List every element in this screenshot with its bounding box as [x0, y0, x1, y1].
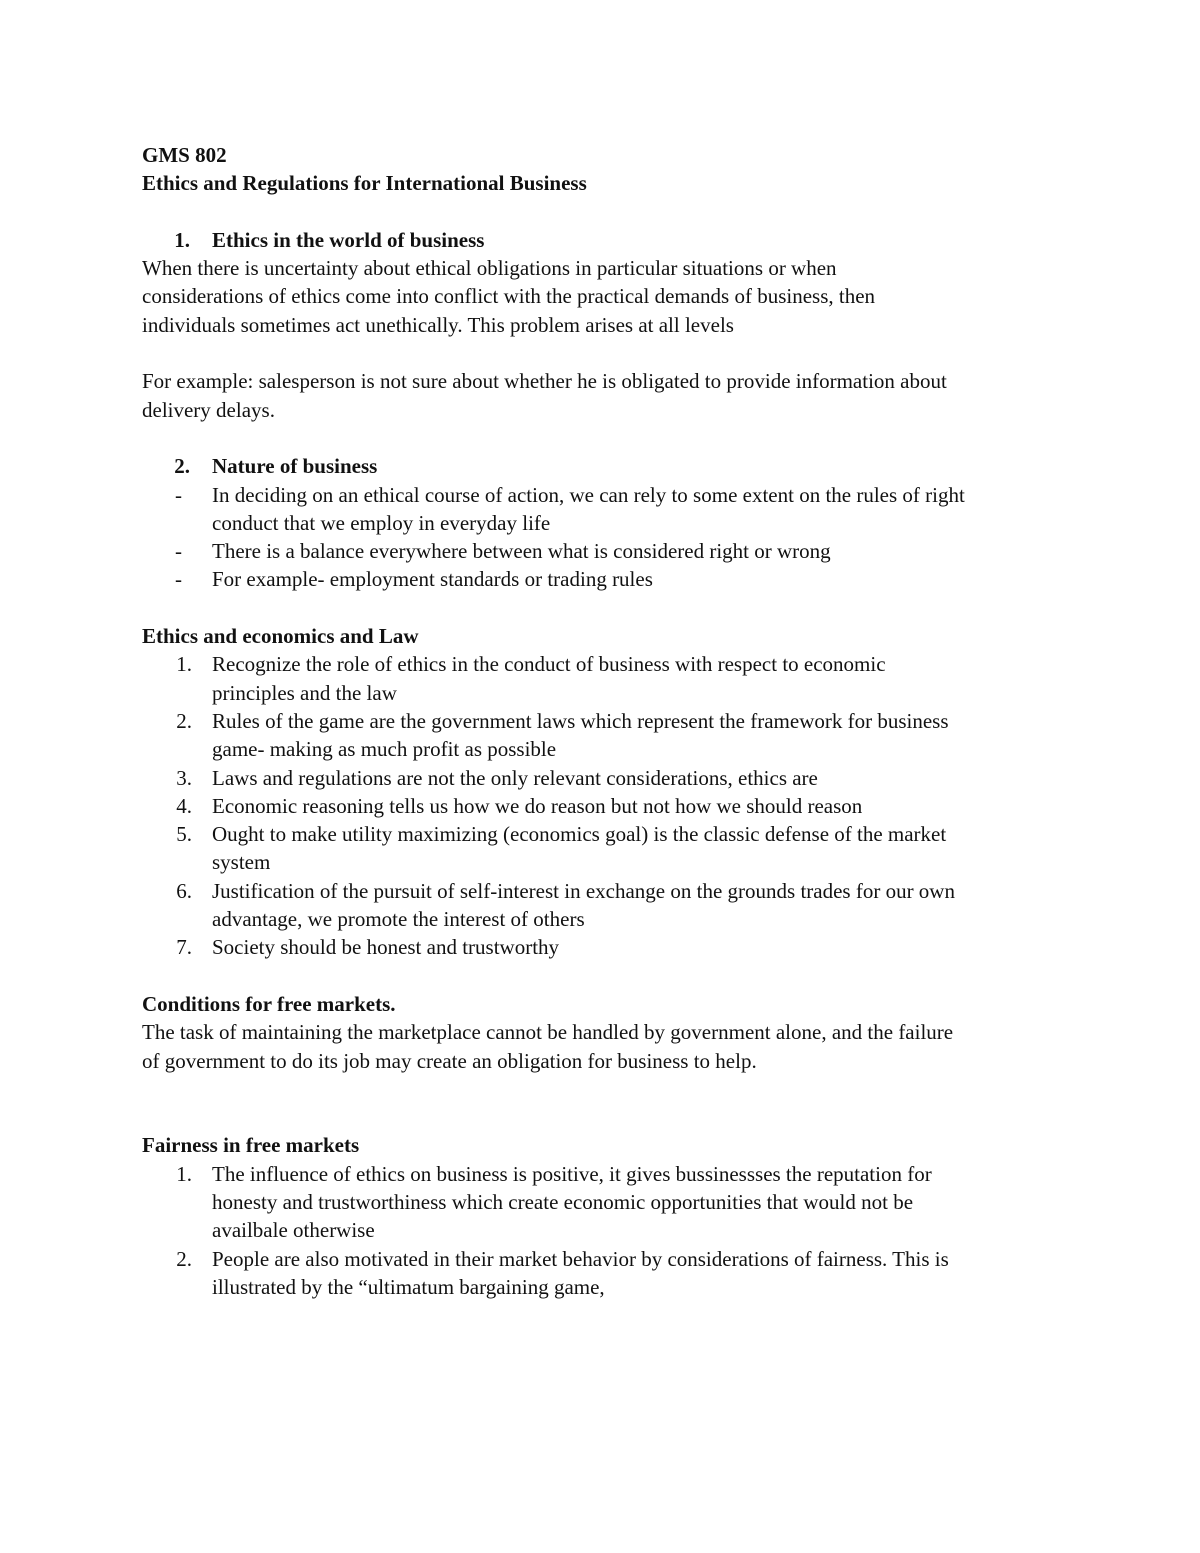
bullet-item [142, 481, 1062, 538]
numbered-item [142, 707, 1062, 764]
paragraph-line: The task of maintaining the marketplace cannot be handled by government alone, and the failure [142, 1020, 954, 1045]
section-heading: Ethics in the world of business [212, 227, 485, 252]
bullet-marker: - [175, 482, 182, 507]
paragraph-line: of government to do its job may create an obligation for business to help. [142, 1048, 757, 1073]
fairness-heading: Fairness in free markets [142, 1133, 360, 1158]
item-line: illustrated by the “ultimatum bargaining game, [212, 1274, 605, 1299]
item-line: Justification of the pursuit of self-interest in exchange on the grounds trades for our own [212, 878, 955, 903]
spacer [142, 962, 1062, 990]
section-1-heading [142, 226, 1062, 254]
section-heading: Nature of business [212, 454, 378, 479]
paragraph-line: considerations of ethics come into conflict with the practical demands of business, then [142, 284, 876, 309]
item-number: 6. [176, 878, 192, 903]
spacer [142, 424, 1062, 452]
numbered-item [142, 1245, 1062, 1302]
ethics-economics-law-heading: Ethics and economics and Law [142, 624, 419, 649]
numbered-item [142, 792, 1062, 820]
bullet-line: For example- employment standards or trading rules [212, 567, 653, 592]
numbered-item [142, 1160, 1062, 1245]
course-code: GMS 802 [142, 143, 227, 167]
section-number: 1. [174, 227, 190, 252]
numbered-item [142, 650, 1062, 707]
item-line: Economic reasoning tells us how we do reason but not how we should reason [212, 793, 863, 818]
item-line: Rules of the game are the government laws which represent the framework for business [212, 708, 949, 733]
item-line: Laws and regulations are not the only relevant considerations, ethics are [212, 765, 818, 790]
section-number: 2. [174, 454, 190, 479]
item-line: system [212, 850, 271, 875]
item-line: advantage, we promote the interest of others [212, 907, 585, 932]
item-line: The influence of ethics on business is positive, it gives bussinessses the reputation for [212, 1161, 932, 1186]
item-number: 4. [176, 793, 192, 818]
paragraph-line: individuals sometimes act unethically. This problem arises at all levels [142, 312, 734, 337]
bullet-marker: - [175, 567, 182, 592]
bullet-line: There is a balance everywhere between what is considered right or wrong [212, 539, 831, 564]
section-1-paragraph [142, 254, 1062, 339]
item-line: Recognize the role of ethics in the conduct of business with respect to economic [212, 652, 886, 677]
numbered-item [142, 933, 1062, 961]
spacer [142, 1075, 1062, 1132]
item-line: Ought to make utility maximizing (economics goal) is the classic defense of the market [212, 822, 947, 847]
free-markets-heading: Conditions for free markets. [142, 991, 396, 1016]
free-markets-paragraph [142, 1018, 1062, 1075]
bullet-line: In deciding on an ethical course of action, we can rely to some extent on the rules of right [212, 482, 965, 507]
item-line: Society should be honest and trustworthy [212, 935, 560, 960]
document-page [142, 141, 1062, 1301]
item-number: 1. [176, 652, 192, 677]
paragraph-line: For example: salesperson is not sure about whether he is obligated to provide information about [142, 369, 947, 394]
item-line: game- making as much profit as possible [212, 737, 557, 762]
numbered-item [142, 820, 1062, 877]
bullet-marker: - [175, 539, 182, 564]
item-number: 5. [176, 822, 192, 847]
item-number: 7. [176, 935, 192, 960]
paragraph-line: When there is uncertainty about ethical obligations in particular situations or when [142, 256, 837, 281]
numbered-item [142, 764, 1062, 792]
section-2-heading [142, 452, 1062, 480]
item-number: 3. [176, 765, 192, 790]
paragraph-line: delivery delays. [142, 397, 275, 422]
item-number: 1. [176, 1161, 192, 1186]
bullet-item [142, 565, 1062, 593]
item-line: People are also motivated in their market behavior by considerations of fairness. This is [212, 1246, 949, 1271]
item-number: 2. [176, 708, 192, 733]
bullet-line: conduct that we employ in everyday life [212, 510, 551, 535]
spacer [142, 339, 1062, 367]
item-line: availbale otherwise [212, 1218, 375, 1243]
section-1-example [142, 367, 1062, 424]
course-title: Ethics and Regulations for International Business [142, 171, 587, 196]
spacer [142, 594, 1062, 622]
item-line: honesty and trustworthiness which create economic opportunities that would not be [212, 1189, 914, 1214]
numbered-item [142, 877, 1062, 934]
spacer [142, 198, 1062, 226]
bullet-item [142, 537, 1062, 565]
item-line: principles and the law [212, 680, 397, 705]
item-number: 2. [176, 1246, 192, 1271]
